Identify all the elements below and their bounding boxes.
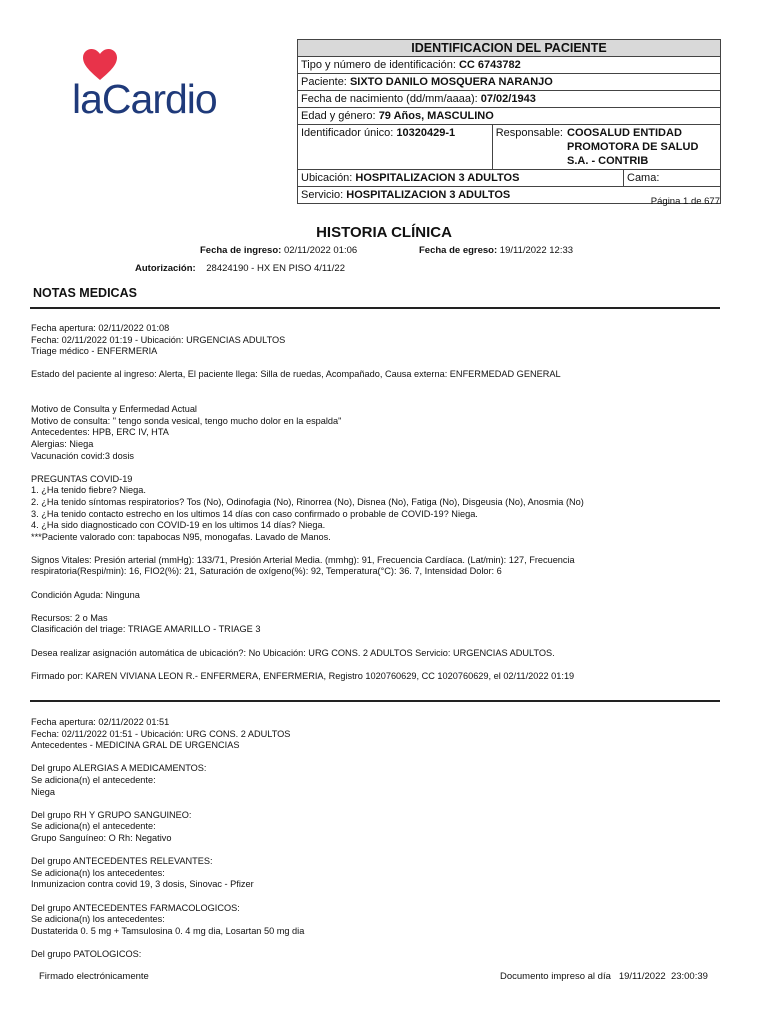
- patient-name-row: Paciente: SIXTO DANILO MOSQUERA NARANJO: [298, 74, 721, 91]
- note-line: Se adiciona(n) los antecedentes:: [31, 914, 165, 925]
- note-line: Antecedentes - MEDICINA GRAL DE URGENCIAS: [31, 740, 240, 751]
- note-line: Del grupo ANTECEDENTES RELEVANTES:: [31, 856, 213, 867]
- note-line: [31, 543, 731, 555]
- note-line: Dustaterida 0. 5 mg + Tamsulosina 0. 4 mg dia, Losartan 50 mg dia: [31, 925, 305, 936]
- note-line: PREGUNTAS COVID-19: [31, 473, 133, 484]
- note-line: Condición Aguda: Ninguna: [31, 589, 140, 600]
- note-line: Inmunizacion contra covid 19, 3 dosis, Sinovac - Pfizer: [31, 879, 254, 890]
- authorization: Autorización: 28424190 - HX EN PISO 4/11/22: [135, 263, 345, 274]
- dob-row: Fecha de nacimiento (dd/mm/aaaa): 07/02/1943: [298, 91, 721, 108]
- note-line: Motivo de consulta: " tengo sonda vesical, tengo mucho dolor en la espalda": [31, 415, 342, 426]
- service-row: Servicio: HOSPITALIZACION 3 ADULTOS: [298, 187, 721, 204]
- section-divider: [30, 307, 720, 309]
- note-line: [31, 752, 731, 764]
- note-line: Signos Vitales: Presión arterial (mmHg): 133/71, Presión Arterial Media. (mmhg): 91, Frecuencia Cardíaca. (Lat/min): 127, Frecuencia: [31, 554, 575, 565]
- age-gender-value: 79 Años, MASCULINO: [378, 110, 494, 122]
- note-line: 4. ¿Ha sido diagnosticado con COVID-19 en los ultimos 14 días? Niega.: [31, 520, 326, 531]
- discharge-date: Fecha de egreso: 19/11/2022 12:33: [419, 245, 574, 256]
- id-row: Tipo y número de identificación: CC 6743782: [298, 57, 721, 74]
- note-line: [31, 601, 731, 613]
- lacardio-logo: [70, 48, 260, 128]
- note-line: [31, 636, 731, 648]
- note-line: Fecha: 02/11/2022 01:51 - Ubicación: URG CONS. 2 ADULTOS: [31, 728, 291, 739]
- responsable-value: COOSALUD ENTIDAD PROMOTORA DE SALUD S.A. - CONTRIB: [567, 127, 699, 167]
- bed-cell: Cama:: [624, 170, 721, 187]
- medical-note-triage: [31, 323, 731, 682]
- note-line: Del grupo RH Y GRUPO SANGUINEO:: [31, 809, 192, 820]
- note-line: Desea realizar asignación automática de ubicación?: No Ubicación: URG CONS. 2 ADULTOS Servicio: URGENCIAS ADULTOS.: [31, 647, 555, 658]
- section-title-notas-medicas: NOTAS MEDICAS: [33, 286, 137, 300]
- note-line: Fecha: 02/11/2022 01:19 - Ubicación: URGENCIAS ADULTOS: [31, 334, 286, 345]
- note-line: respiratoria(Respi/min): 16, FIO2(%): 21, Saturación de oxígeno(%): 92, Temperatura(°C): 36. 7, Intensidad Dolor: 6: [31, 566, 502, 577]
- note-line: [31, 891, 731, 903]
- patient-identification-table: [297, 39, 721, 204]
- document-title: HISTORIA CLÍNICA: [316, 224, 452, 241]
- location-value: HOSPITALIZACION 3 ADULTOS: [355, 172, 520, 184]
- note-line: 2. ¿Ha tenido síntomas respiratorios? Tos (No), Odinofagia (No), Rinorrea (No), Disnea (No), Fatiga (No), Disgeusia (No), Anosmia (No): [31, 496, 584, 507]
- age-gender-row: Edad y género: 79 Años, MASCULINO: [298, 108, 721, 125]
- note-line: [31, 393, 731, 405]
- note-line: [31, 381, 731, 393]
- note-line: 3. ¿Ha tenido contacto estrecho en los ultimos 14 días con caso confirmado o probable de COVID-19? Niega.: [31, 508, 478, 519]
- patient-name: SIXTO DANILO MOSQUERA NARANJO: [349, 76, 553, 88]
- note-line: [31, 845, 731, 857]
- note-line: Firmado por: KAREN VIVIANA LEON R.- ENFERMERA, ENFERMERIA, Registro 1020760629, CC 1020760629, el 02/11/2022 01:19: [31, 670, 575, 681]
- responsable-cell: Responsable: COOSALUD ENTIDAD PROMOTORA DE SALUD S.A. - CONTRIB: [492, 125, 720, 170]
- note-line: Vacunación covid:3 dosis: [31, 450, 134, 461]
- note-line: Niega: [31, 786, 56, 797]
- note-line: ***Paciente valorado con: tapabocas N95, monogafas. Lavado de Manos.: [31, 531, 331, 542]
- note-line: Triage médico - ENFERMERIA: [31, 346, 158, 357]
- dob-value: 07/02/1943: [480, 93, 536, 105]
- note-line: [31, 358, 731, 370]
- note-line: Del grupo PATOLOGICOS:: [31, 948, 142, 959]
- note-line: Se adiciona(n) el antecedente:: [31, 821, 156, 832]
- note-line: [31, 462, 731, 474]
- note-line: Antecedentes: HPB, ERC IV, HTA: [31, 427, 169, 438]
- location-cell: Ubicación: HOSPITALIZACION 3 ADULTOS: [298, 170, 624, 187]
- admission-date: Fecha de ingreso: 02/11/2022 01:06: [200, 245, 358, 256]
- note-line: [31, 798, 731, 810]
- note-line: Se adiciona(n) el antecedente:: [31, 774, 156, 785]
- note-divider: [30, 700, 720, 702]
- page-number: Página 1 de 677: [650, 196, 720, 207]
- note-line: 1. ¿Ha tenido fiebre? Niega.: [31, 485, 146, 496]
- note-line: Recursos: 2 o Mas: [31, 612, 108, 623]
- note-line: Grupo Sanguíneo: O Rh: Negativo: [31, 832, 172, 843]
- note-line: Clasificación del triage: TRIAGE AMARILLO - TRIAGE 3: [31, 624, 261, 635]
- service-value: HOSPITALIZACION 3 ADULTOS: [346, 189, 511, 201]
- note-line: Fecha apertura: 02/11/2022 01:08: [31, 323, 170, 333]
- patient-table-header: IDENTIFICACION DEL PACIENTE: [298, 40, 721, 57]
- note-line: Estado del paciente al ingreso: Alerta, El paciente llega: Silla de ruedas, Acompañado, Causa externa: ENFERMEDAD GENERAL: [31, 369, 561, 380]
- note-line: [31, 937, 731, 949]
- note-line: Se adiciona(n) los antecedentes:: [31, 867, 165, 878]
- note-line: Fecha apertura: 02/11/2022 01:51: [31, 717, 170, 727]
- unique-id-value: 10320429-1: [396, 127, 456, 139]
- note-line: Alergias: Niega: [31, 438, 94, 449]
- id-value: CC 6743782: [458, 59, 521, 71]
- note-line: [31, 578, 731, 590]
- unique-id-cell: Identificador único: 10320429-1: [298, 125, 493, 170]
- note-line: Motivo de Consulta y Enfermedad Actual: [31, 404, 197, 415]
- logo-wordmark: laCardio: [72, 76, 217, 122]
- medical-note-antecedentes: [31, 717, 731, 960]
- footer-print-date: Documento impreso al día 19/11/2022 23:00:39: [500, 971, 708, 982]
- note-line: [31, 659, 731, 671]
- note-line: Del grupo ALERGIAS A MEDICAMENTOS:: [31, 763, 207, 774]
- note-line: Del grupo ANTECEDENTES FARMACOLOGICOS:: [31, 902, 240, 913]
- footer-signed-electronically: Firmado electrónicamente: [39, 971, 149, 982]
